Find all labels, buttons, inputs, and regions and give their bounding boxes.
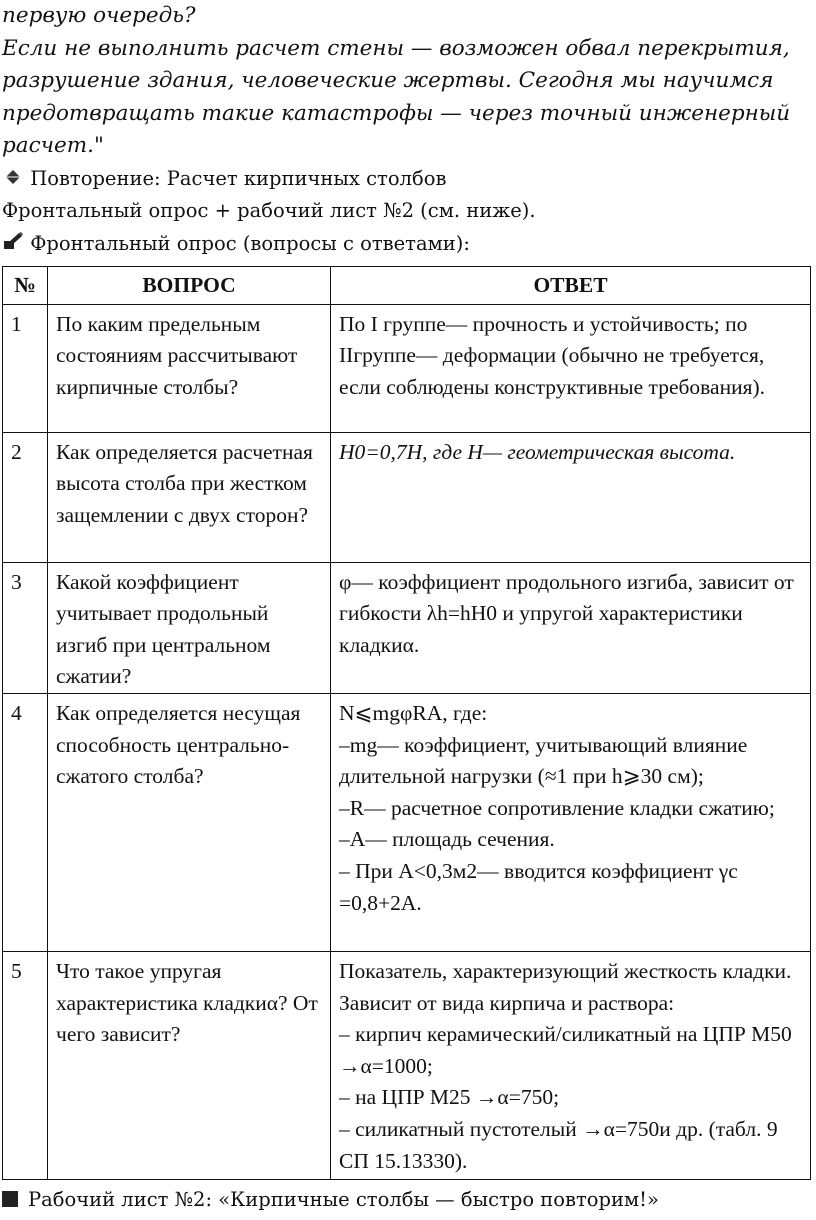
row-answer: [331, 304, 811, 432]
quiz-label: Фронтальный опрос (вопросы с ответами):: [30, 231, 470, 255]
table-row: [3, 562, 811, 693]
answer-line: –mg— коэффициент, учитывающий влияние длительной нагрузки (≈1 при h⩾30 см);: [339, 732, 748, 789]
intro-quote: [0, 0, 816, 163]
table-row: [3, 432, 811, 562]
repeat-heading: [0, 164, 816, 194]
row-answer: [331, 693, 811, 951]
repeat-label: Повторение: Расчет кирпичных столбов: [30, 166, 447, 190]
answer-line: По I группе— прочность и устойчивость; по IIгруппе— деформации (обычно не требуется, если соблюдены конструктивные требования).: [339, 311, 766, 399]
row-answer: [331, 951, 811, 1179]
row-question: По каким предельным состояниям рассчитывают кирпичные столбы?: [48, 304, 331, 432]
qa-table: [2, 266, 811, 1180]
answer-line: –A— площадь сечения.: [339, 827, 555, 852]
diamond-icon: [2, 164, 24, 194]
answer-line: – силикатный пустотелый →α=750и др. (табл. 9 СП 15.13330).: [339, 1116, 778, 1173]
writing-hand-icon: [2, 229, 24, 259]
header-question: ВОПРОС: [48, 267, 331, 305]
table-row: [3, 304, 811, 432]
row-number: 3: [3, 562, 48, 693]
answer-line: H0=0,7H, где H— геометрическая высота.: [339, 439, 736, 464]
answer-line: N⩽mgφRA, где:: [339, 700, 488, 725]
table-header-row: [3, 267, 811, 305]
intro-line-1: первую очередь?: [2, 3, 196, 28]
row-question: Как определяется несущая способность центрально-сжатого столба?: [48, 693, 331, 951]
row-question: Какой коэффициент учитывает продольный изгиб при центральном сжатии?: [48, 562, 331, 693]
intro-line-5: расчет.": [2, 133, 104, 159]
row-number: 2: [3, 432, 48, 562]
worksheet-heading: [2, 1185, 659, 1215]
header-answer: ОТВЕТ: [331, 267, 811, 305]
answer-line: – При A<0,3м2— вводится коэффициент γc =0,8+2A.: [339, 858, 738, 915]
answer-line: Показатель, характеризующий жесткость кладки. Зависит от вида кирпича и раствора:: [339, 958, 792, 1015]
row-number: 5: [3, 951, 48, 1179]
row-question: Как определяется расчетная высота столба при жестком защемлении с двух сторон?: [48, 432, 331, 562]
table-row: [3, 693, 811, 951]
row-answer: [331, 432, 811, 562]
intro-line-4: предотвращать такие катастрофы — через точный инженерный: [2, 100, 791, 126]
row-number: 1: [3, 304, 48, 432]
quiz-heading: [0, 229, 816, 259]
answer-line: – на ЦПР М25 →α=750;: [339, 1085, 560, 1110]
intro-line-3: разрушение здания, человеческие жертвы. Сегодня мы научимся: [2, 68, 774, 94]
answer-line: – кирпич керамический/силикатный на ЦПР М50 →α=1000;: [339, 1022, 792, 1078]
header-num: №: [3, 267, 48, 305]
table-row: [3, 951, 811, 1179]
black-square-icon: [2, 1191, 18, 1207]
worksheet-label: Рабочий лист №2: «Кирпичные столбы — быстро повторим!»: [28, 1188, 659, 1211]
frontal-note: Фронтальный опрос + рабочий лист №2 (см. ниже).: [2, 198, 536, 222]
row-question: Что такое упругая характеристика кладкиα? От чего зависит?: [48, 951, 331, 1179]
answer-line: –R— расчетное сопротивление кладки сжатию;: [339, 795, 775, 820]
answer-line: φ— коэффициент продольного изгиба, зависит от гибкости λh=hH0 и упругой характеристики кладкиα.: [339, 569, 794, 657]
intro-line-2: Если не выполнить расчет стены — возможен обвал перекрытия,: [2, 35, 790, 61]
row-answer: [331, 562, 811, 693]
row-number: 4: [3, 693, 48, 951]
